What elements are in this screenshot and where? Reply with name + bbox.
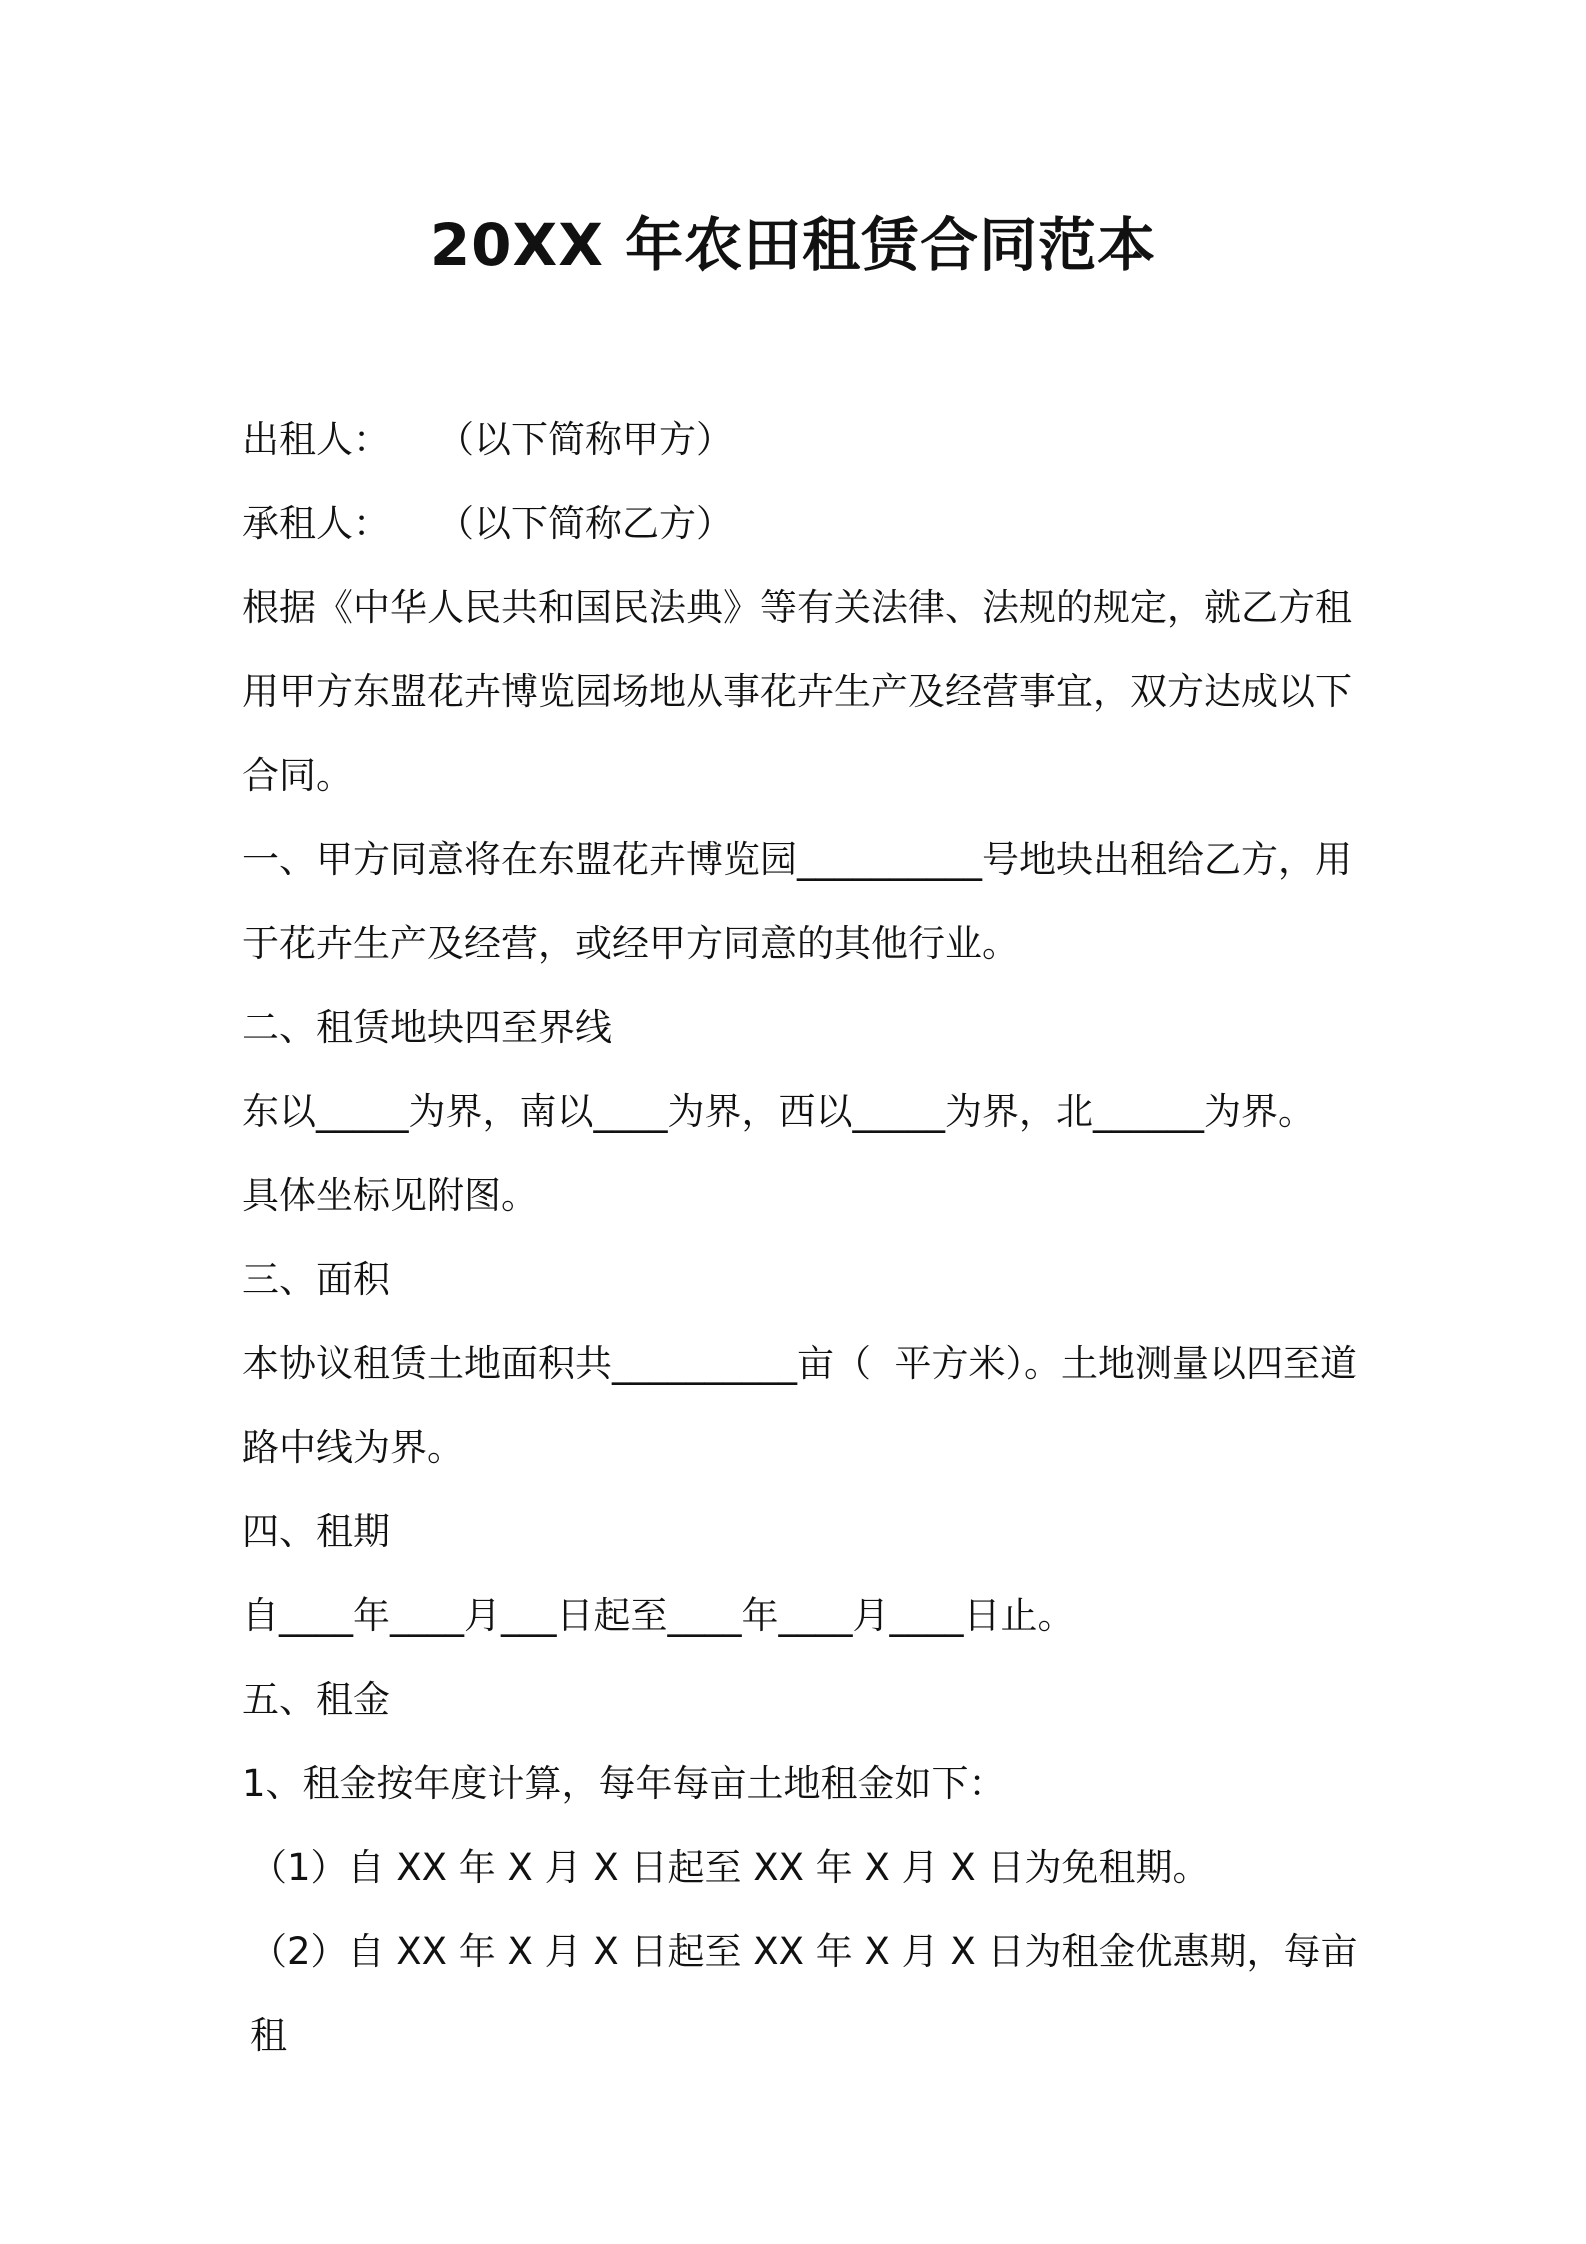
paragraph-lessor: 出租人： （以下简称甲方） — [242, 418, 734, 461]
clause-2-heading: 二、租赁地块四至界线 — [242, 1006, 612, 1049]
clause-1-line-1: 一、甲方同意将在东盟花卉博览园__________号地块出租给乙方，用 — [242, 838, 1352, 881]
clause-5-subitem-1: （1）自 XX 年 X 月 X 日起至 XX 年 X 月 X 日为免租期。 — [250, 1846, 1210, 1889]
document-title: 20XX 年农田租赁合同范本 — [429, 211, 1157, 279]
clause-2-line-1: 东以_____为界，南以____为界，西以_____为界，北______为界。 — [242, 1090, 1315, 1133]
clause-5-heading: 五、租金 — [242, 1678, 390, 1721]
clause-3-heading: 三、面积 — [242, 1258, 390, 1301]
clause-2-line-2: 具体坐标见附图。 — [242, 1174, 538, 1217]
clause-3-line-2: 路中线为界。 — [242, 1426, 464, 1469]
paragraph-preamble-line-3: 合同。 — [242, 754, 353, 797]
clause-5-subitem-2: （2）自 XX 年 X 月 X 日起至 XX 年 X 月 X 日为租金优惠期，每亩租 — [250, 1930, 1358, 2057]
paragraph-lessee: 承租人： （以下简称乙方） — [242, 502, 734, 545]
clause-3-line-1: 本协议租赁土地面积共__________亩（ 平方米）。土地测量以四至道 — [242, 1342, 1358, 1385]
paragraph-preamble-line-2: 用甲方东盟花卉博览园场地从事花卉生产及经营事宜，双方达成以下 — [242, 670, 1352, 713]
clause-4-heading: 四、租期 — [242, 1510, 390, 1553]
clause-4-line-1: 自____年____月___日起至____年____月____日止。 — [242, 1594, 1075, 1637]
document-body — [242, 398, 1362, 2078]
clause-1-line-2: 于花卉生产及经营，或经甲方同意的其他行业。 — [242, 922, 1019, 965]
paragraph-preamble-line-1: 根据《中华人民共和国民法典》等有关法律、法规的规定，就乙方租 — [242, 586, 1352, 629]
clause-5-item-1: 1、租金按年度计算，每年每亩土地租金如下： — [242, 1762, 1006, 1805]
